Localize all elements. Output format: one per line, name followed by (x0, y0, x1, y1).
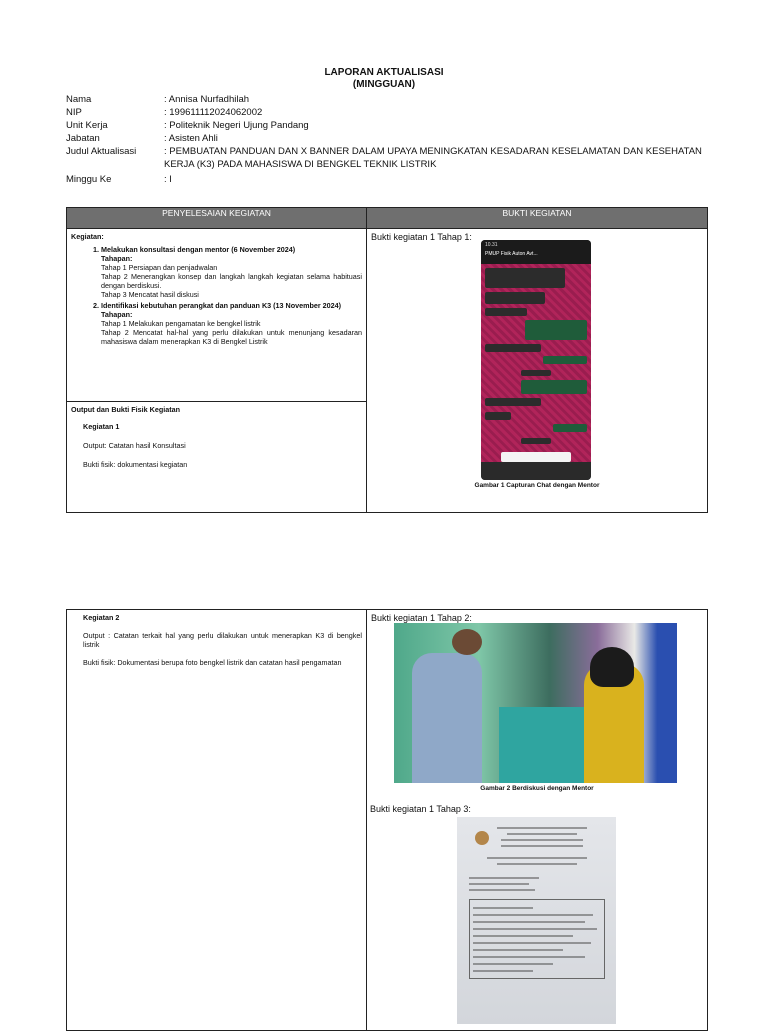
identity-block (66, 93, 706, 186)
list-item (101, 301, 362, 346)
meta-key: Judul Aktualisasi (66, 146, 137, 157)
phone-status-bar (481, 240, 591, 264)
chat-bubble (485, 398, 541, 406)
meta-value: : I (164, 174, 172, 185)
activity-table-1 (66, 207, 708, 513)
kegiatan-1-output: Output: Catatan hasil Konsultasi (83, 441, 186, 450)
meta-value: : PEMBUATAN PANDUAN DAN X BANNER DALAM UPAYA MENINGKATAN KESADARAN KESELAMATAN DAN KESEHATAN KERJA (K3) PADA MAHASISWA DI BENGKEL TEKNIK LISTRIK (164, 146, 702, 170)
activity-title: Melakukan konsultasi dengan mentor (6 November 2024) (101, 245, 296, 254)
meta-value: : 199611112024062002 (164, 107, 263, 118)
step-text: Tahap 1 Persiapan dan penjadwalan (101, 263, 218, 272)
activity-list (71, 245, 362, 346)
column-header-bukti: BUKTI KEGIATAN (367, 208, 708, 229)
activity-title: Identifikasi kebutuhan perangkat dan panduan K3 (13 November 2024) (101, 301, 342, 310)
meta-row-judul (66, 145, 706, 171)
meta-row-unit-kerja (66, 119, 706, 132)
chat-bubble (543, 356, 587, 364)
meta-row-nama (66, 93, 706, 106)
phone-time: 10.31 (485, 242, 498, 248)
meta-row-minggu (66, 173, 706, 186)
meta-value: : Asisten Ahli (164, 133, 218, 144)
kegiatan-2-output: Output : Catatan terkait hal yang perlu dilakukan untuk menerapkan K3 di bengkel listrik (83, 631, 362, 649)
phone-input-bar (481, 462, 591, 480)
chat-bubble (521, 380, 587, 394)
institution-logo (475, 831, 489, 845)
document-title (0, 67, 768, 90)
figure-caption-2: Gambar 2 Berdiskusi dengan Mentor (480, 785, 594, 792)
tahapan-label: Tahapan: (101, 310, 133, 319)
kegiatan-1-bukti: Bukti fisik: dokumentasi kegiatan (83, 460, 188, 469)
meta-value: : Politeknik Negeri Ujung Pandang (164, 120, 309, 131)
meta-key: Unit Kerja (66, 120, 108, 131)
chat-bubble (485, 268, 565, 288)
chat-bubble (485, 292, 545, 304)
person-head (452, 629, 482, 655)
figure-caption-1: Gambar 1 Capturan Chat dengan Mentor (474, 482, 600, 489)
kegiatan-1-label: Kegiatan 1 (83, 422, 120, 431)
notes-box (469, 899, 605, 979)
kegiatan-2-cell (67, 610, 367, 1031)
kegiatan-2-bukti: Bukti fisik: Dokumentasi berupa foto bengkel listrik dan catatan hasil pengamatan (83, 658, 342, 667)
meta-key: Jabatan (66, 133, 100, 144)
person-man (412, 653, 482, 783)
table-prop (499, 707, 589, 783)
step-text: Tahap 1 Melakukan pengamatan ke bengkel listrik (101, 319, 261, 328)
step-text: Tahap 2 Menerangkan konsep dan langkah langkah kegiatan selama habituasi dengan berdiskusi. (101, 272, 362, 290)
output-cell (67, 402, 367, 513)
kegiatan-label: Kegiatan: (71, 232, 104, 241)
meta-value: : Annisa Nurfadhilah (164, 94, 250, 105)
person-hijab (590, 647, 634, 687)
date-chip (521, 370, 551, 376)
step-text: Tahap 2 Mencatat hal-hal yang perlu dilakukan untuk menunjang kesadaran mahasiswa dalam menerapkan K3 di Bengkel Listrik (101, 328, 362, 346)
chat-area (481, 264, 591, 462)
evidence-label-3: Bukti kegiatan 1 Tahap 3: (370, 804, 471, 814)
meta-key: NIP (66, 107, 82, 118)
evidence-label: Bukti kegiatan 1 Tahap 2: (371, 613, 472, 623)
chat-bubble (525, 320, 587, 340)
chat-screenshot-image (481, 240, 591, 480)
tahapan-label: Tahapan: (101, 254, 133, 263)
date-chip (521, 438, 551, 444)
list-item (101, 245, 362, 299)
chat-bubble (485, 412, 511, 420)
meta-row-nip (66, 106, 706, 119)
title-line-1: LAPORAN AKTUALISASI (324, 67, 444, 78)
title-line-2: (MINGGUAN) (352, 79, 416, 90)
notes-photo (457, 817, 616, 1024)
meta-key: Nama (66, 94, 92, 105)
evidence-label: Bukti kegiatan 1 Tahap 1: (371, 232, 472, 242)
chat-bubble (553, 424, 587, 432)
discussion-photo (394, 623, 677, 783)
meta-row-jabatan (66, 132, 706, 145)
chat-name: PMUP Fisik Auton Avt... (485, 251, 538, 257)
chat-bubble (485, 344, 541, 352)
chat-bubble (485, 308, 527, 316)
output-heading: Output dan Bukti Fisik Kegiatan (71, 405, 181, 414)
step-text: Tahap 3 Mencatat hasil diskusi (101, 290, 199, 299)
kegiatan-2-label: Kegiatan 2 (83, 613, 120, 622)
column-header-penyelesaian: PENYELESAIAN KEGIATAN (67, 208, 367, 229)
meta-key: Minggu Ke (66, 174, 112, 185)
chat-bubble (501, 452, 571, 462)
activity-detail-cell (67, 229, 367, 402)
